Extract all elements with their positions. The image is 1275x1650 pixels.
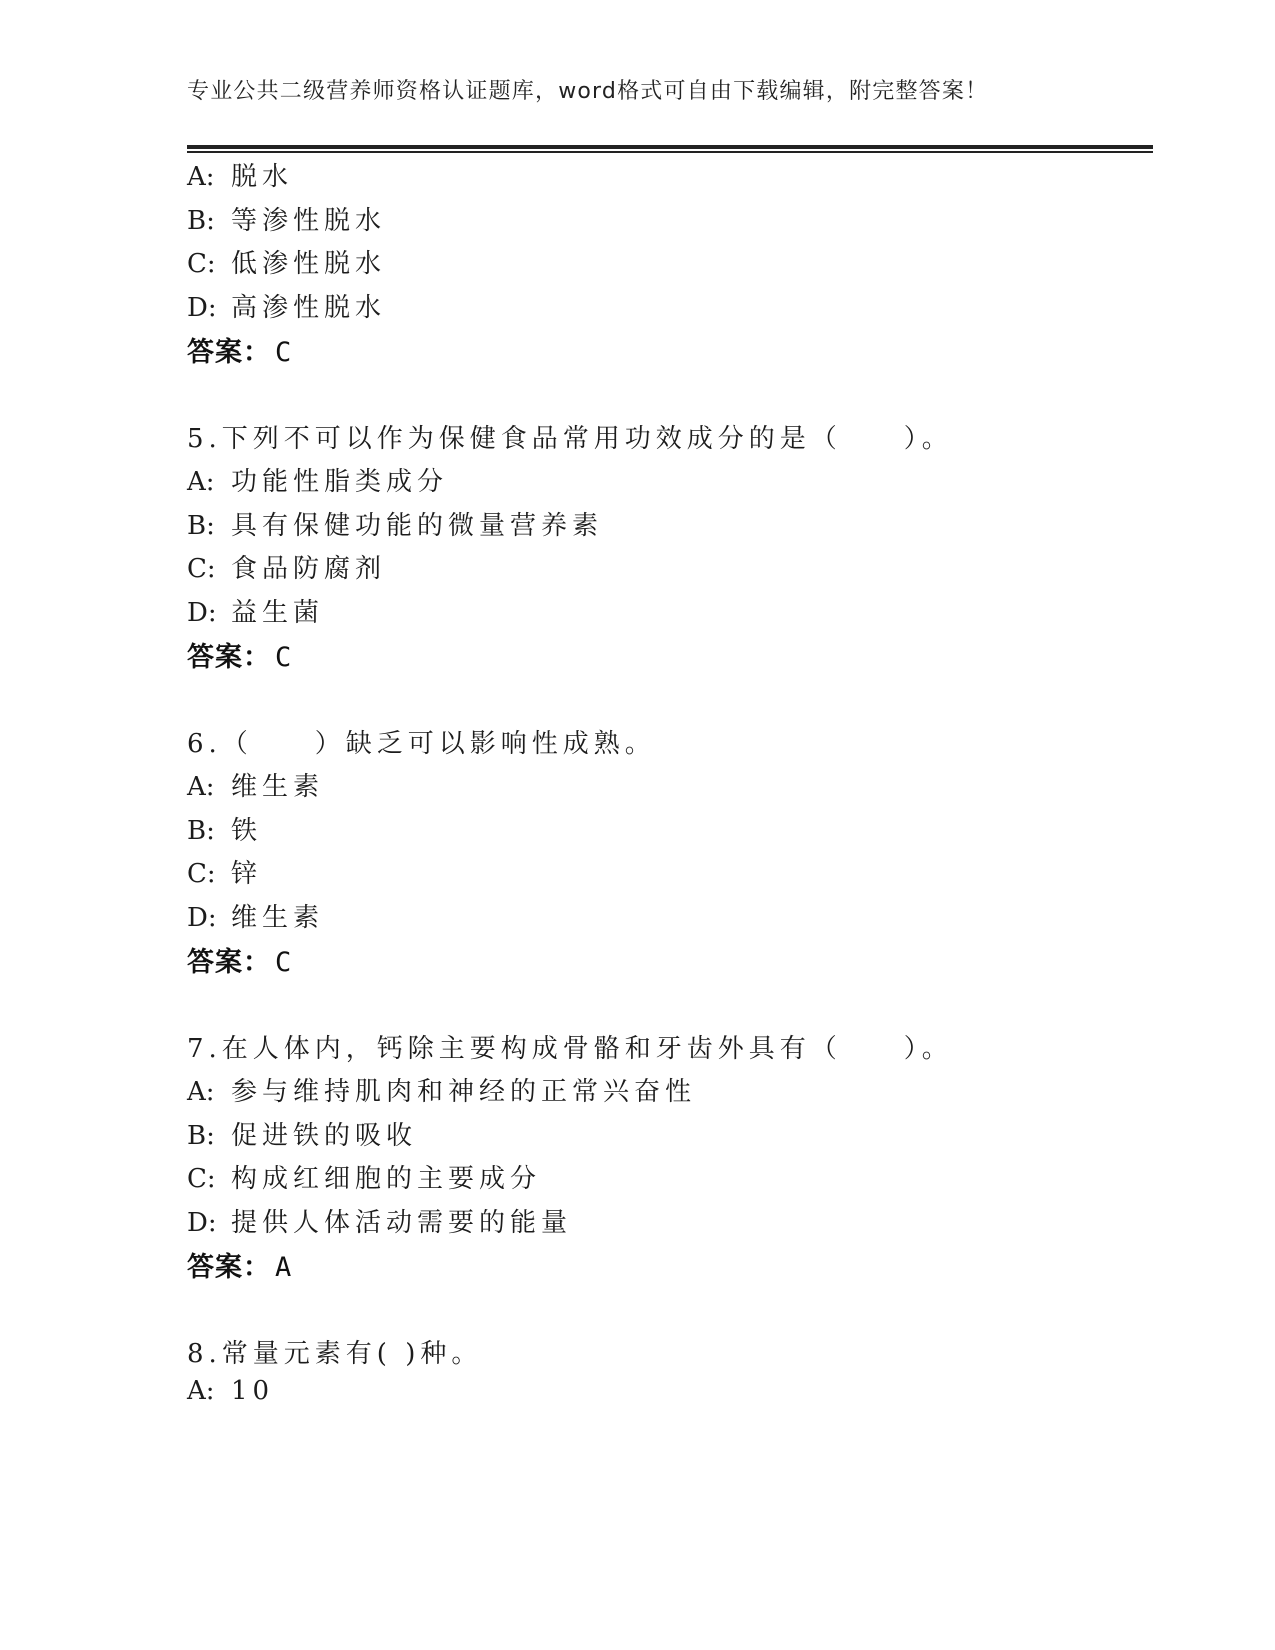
option-text: 具有保健功能的微量营养素 bbox=[231, 511, 604, 541]
option-a bbox=[187, 766, 324, 803]
option-label: B: bbox=[187, 1121, 215, 1151]
option-d bbox=[187, 1202, 572, 1239]
option-d bbox=[187, 897, 324, 934]
question-8-stem: 8.常量元素有( )种。 bbox=[187, 1339, 483, 1369]
page-header: 专业公共二级营养师资格认证题库，word格式可自由下载编辑，附完整答案！ bbox=[187, 79, 989, 104]
option-label: C: bbox=[187, 1164, 216, 1194]
option-text: 等渗性脱水 bbox=[231, 206, 387, 236]
option-a bbox=[187, 461, 448, 498]
option-text: 脱水 bbox=[231, 162, 294, 192]
option-text: 功能性脂类成分 bbox=[231, 467, 449, 497]
option-b bbox=[187, 1115, 417, 1152]
option-text: 铁 bbox=[231, 816, 263, 846]
option-label: B: bbox=[187, 206, 215, 236]
answer-label: 答案： bbox=[187, 947, 271, 978]
option-text: 食品防腐剂 bbox=[231, 554, 387, 584]
answer-label: 答案： bbox=[187, 337, 271, 368]
option-b bbox=[187, 200, 386, 237]
question-5-stem: 5.下列不可以作为保健食品常用功效成分的是（ ）。 bbox=[187, 424, 953, 454]
question-6-stem: 6.（ ）缺乏可以影响性成熟。 bbox=[187, 729, 656, 759]
option-text: 参与维持肌肉和神经的正常兴奋性 bbox=[231, 1077, 697, 1107]
option-d bbox=[187, 592, 324, 629]
option-a bbox=[187, 156, 293, 193]
option-c bbox=[187, 1158, 541, 1195]
question-7-stem: 7.在人体内，钙除主要构成骨骼和牙齿外具有（ ）。 bbox=[187, 1034, 953, 1064]
answer-line bbox=[187, 940, 292, 979]
option-c bbox=[187, 243, 386, 280]
option-label: C: bbox=[187, 249, 216, 279]
option-label: D: bbox=[187, 903, 217, 933]
option-c bbox=[187, 548, 386, 585]
answer-label: 答案： bbox=[187, 642, 271, 673]
option-label: A: bbox=[187, 162, 215, 192]
option-text: 促进铁的吸收 bbox=[231, 1121, 418, 1151]
answer-value: C bbox=[275, 337, 293, 368]
option-c bbox=[187, 853, 262, 890]
header-rule-thick bbox=[187, 145, 1153, 149]
option-d bbox=[187, 287, 386, 324]
option-label: A: bbox=[187, 467, 215, 497]
answer-label: 答案： bbox=[187, 1252, 271, 1283]
header-rule-thin bbox=[187, 151, 1153, 153]
option-text: 维生素 bbox=[231, 903, 325, 933]
option-label: D: bbox=[187, 598, 217, 628]
option-label: D: bbox=[187, 293, 217, 323]
option-a bbox=[187, 1376, 274, 1406]
option-text: 益生菌 bbox=[231, 598, 325, 628]
option-a bbox=[187, 1071, 696, 1108]
option-label: C: bbox=[187, 554, 216, 584]
option-text: 10 bbox=[231, 1376, 275, 1406]
option-text: 高渗性脱水 bbox=[231, 293, 387, 323]
option-label: D: bbox=[187, 1208, 217, 1238]
option-text: 低渗性脱水 bbox=[231, 249, 387, 279]
option-b bbox=[187, 810, 262, 847]
answer-value: A bbox=[275, 1252, 293, 1283]
answer-line bbox=[187, 635, 292, 674]
option-label: C: bbox=[187, 859, 216, 889]
option-label: B: bbox=[187, 511, 215, 541]
option-text: 构成红细胞的主要成分 bbox=[231, 1164, 542, 1194]
option-text: 锌 bbox=[231, 859, 263, 889]
option-label: A: bbox=[187, 1077, 215, 1107]
answer-line bbox=[187, 330, 292, 369]
option-label: B: bbox=[187, 816, 215, 846]
answer-line bbox=[187, 1245, 292, 1284]
option-text: 提供人体活动需要的能量 bbox=[231, 1208, 573, 1238]
option-text: 维生素 bbox=[231, 772, 325, 802]
answer-value: C bbox=[275, 947, 293, 978]
answer-value: C bbox=[275, 642, 293, 673]
option-b bbox=[187, 505, 603, 542]
option-label: A: bbox=[187, 772, 215, 802]
option-label: A: bbox=[187, 1376, 215, 1406]
